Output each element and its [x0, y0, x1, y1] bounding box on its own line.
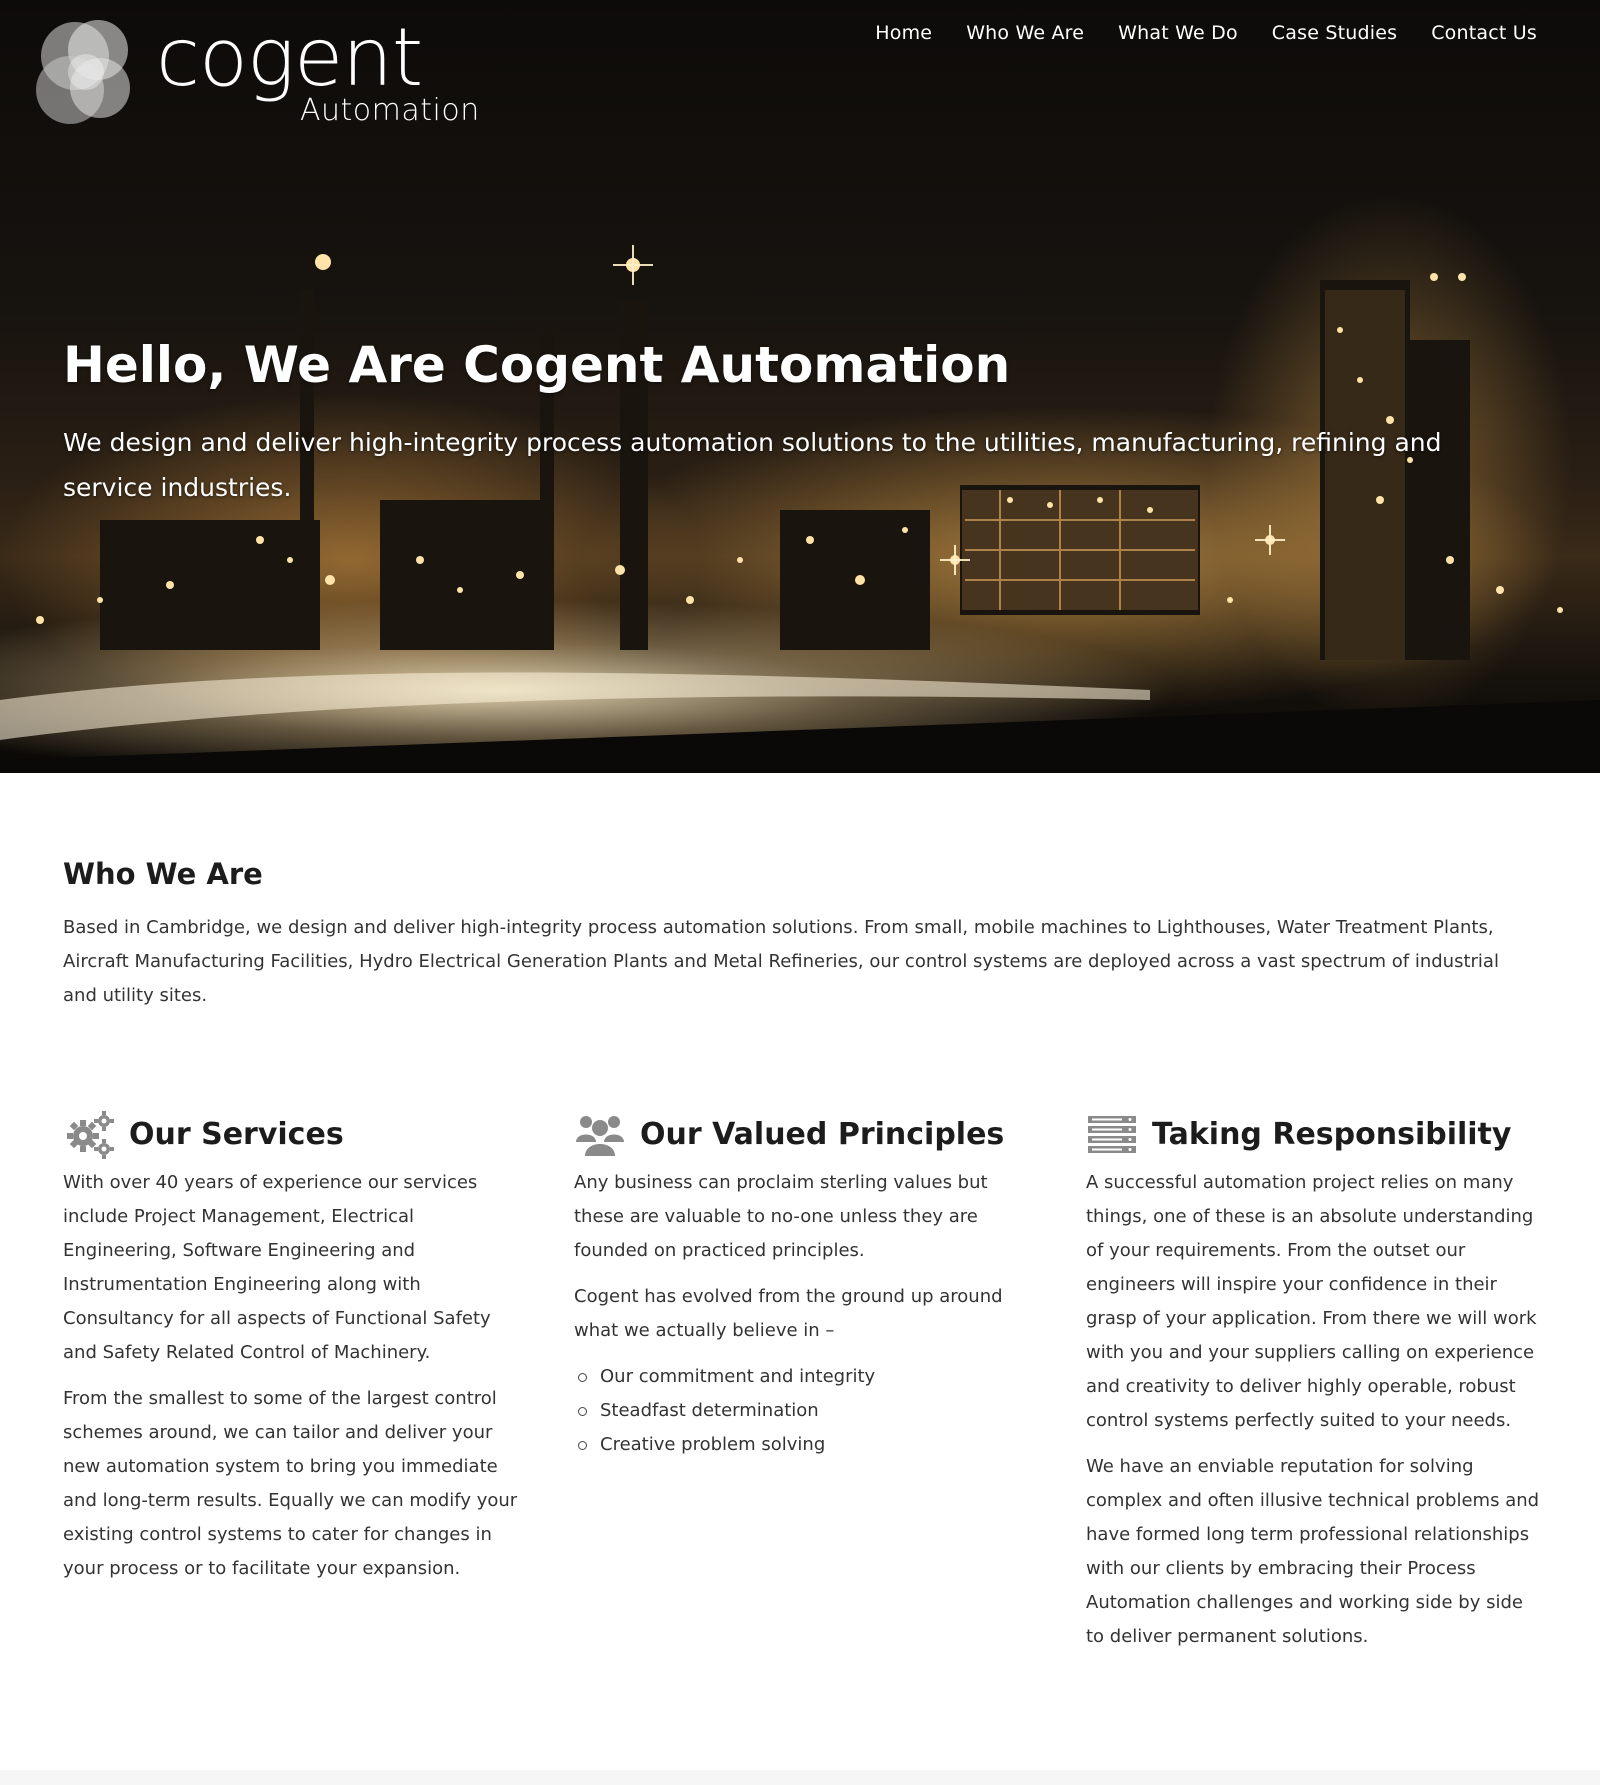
gears-icon — [63, 1108, 115, 1160]
our-services-paragraph: From the smallest to some of the largest control schemes around, we can tailor and deliver your new automation system to bring you immediate and long-term results. Equally we can modify your existing control systems to cater for changes in your process or to facilitate your expansion. — [63, 1388, 518, 1579]
taking-responsibility-section — [1086, 1108, 1544, 1666]
circles-logo-icon — [30, 12, 140, 132]
taking-responsibility-header — [1086, 1108, 1544, 1160]
server-stack-icon — [1086, 1108, 1138, 1160]
logo-wordmark: cogent — [156, 11, 423, 104]
list-item: Steadfast determination — [574, 1394, 1032, 1428]
nav-who-we-are[interactable]: Who We Are — [966, 22, 1085, 44]
valued-principles-section — [574, 1108, 1032, 1462]
cogent-logo[interactable] — [30, 12, 480, 132]
our-services-paragraph: With over 40 years of experience our services include Project Management, Electrical Engineering, Software Engineering and Instrumentation Engineering along with Consultancy for all aspects of Functional Safety and Safety Related Control of Machinery. — [63, 1172, 491, 1363]
taking-responsibility-heading: Taking Responsibility — [1152, 1116, 1512, 1152]
main-navigation — [858, 18, 1554, 48]
nav-case-studies[interactable]: Case Studies — [1271, 22, 1398, 44]
logo-subtitle: Automation — [300, 93, 480, 128]
list-item: Our commitment and integrity — [574, 1360, 1032, 1394]
hero-banner — [0, 0, 1600, 773]
who-we-are-body: Based in Cambridge, we design and deliver high-integrity process automation solutions. From small, mobile machines to Lighthouses, Water Treatment Plants, Aircraft Manufacturing Facilities, Hydro Electrical Generation Plants and Metal Refineries, our control systems are deployed across a vast spectrum of industrial and utility sites. — [63, 917, 1499, 1006]
our-services-section — [63, 1108, 521, 1598]
hero-subtitle: We design and deliver high-integrity process automation solutions to the utilities, manufacturing, refining and service industries. — [63, 428, 1442, 502]
taking-responsibility-paragraph: We have an enviable reputation for solving complex and often illusive technical problems and have formed long term professional relationships with our clients by embracing their Process Automation challenges and working side by side to deliver permanent solutions. — [1086, 1456, 1540, 1647]
nav-home[interactable]: Home — [875, 22, 933, 44]
valued-principles-paragraph: Cogent has evolved from the ground up around what we actually believe in – — [574, 1286, 1003, 1341]
valued-principles-header — [574, 1108, 1032, 1160]
valued-principles-paragraph: Any business can proclaim sterling values but these are valuable to no-one unless they are founded on practiced principles. — [574, 1172, 988, 1261]
users-icon — [574, 1108, 626, 1160]
principles-list — [574, 1360, 1032, 1462]
who-we-are-section — [63, 857, 1523, 1013]
footer-divider — [0, 1770, 1600, 1785]
valued-principles-heading: Our Valued Principles — [640, 1116, 1005, 1152]
our-services-heading: Our Services — [129, 1116, 344, 1152]
nav-contact-us[interactable]: Contact Us — [1431, 22, 1537, 44]
list-item: Creative problem solving — [574, 1428, 1032, 1462]
who-we-are-heading: Who We Are — [63, 857, 263, 891]
hero-title: Hello, We Are Cogent Automation — [63, 336, 1011, 394]
our-services-header — [63, 1108, 521, 1160]
taking-responsibility-paragraph: A successful automation project relies on many things, one of these is an absolute understanding of your requirements. From the outset our engineers will inspire your confidence in their grasp of your application. From there we will work with you and your suppliers calling on experience and creativity to deliver highly operable, robust control systems perfectly suited to your needs. — [1086, 1172, 1537, 1431]
nav-what-we-do[interactable]: What We Do — [1118, 22, 1238, 44]
